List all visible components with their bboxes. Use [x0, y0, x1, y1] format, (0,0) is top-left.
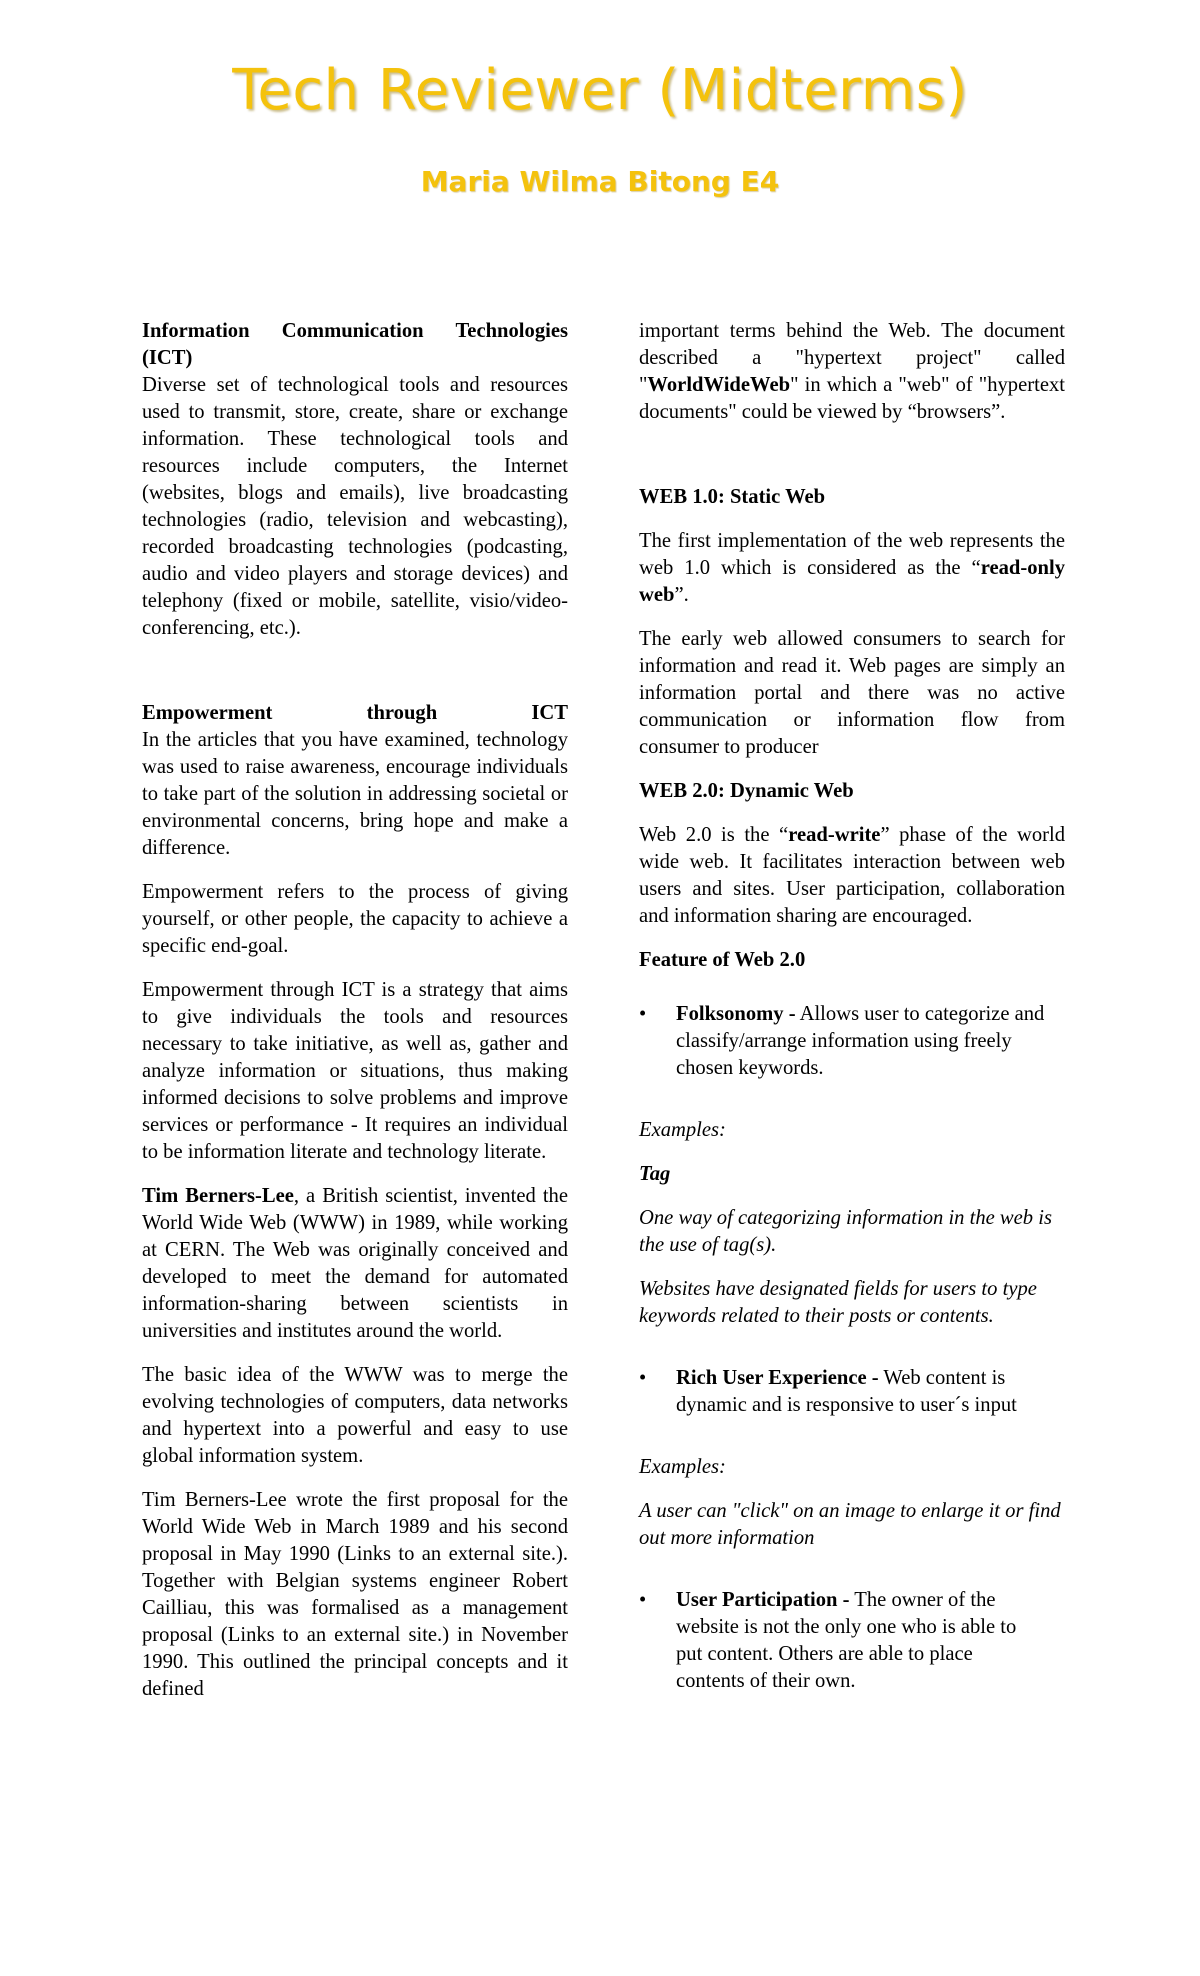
web1-heading: WEB 1.0: Static Web — [639, 486, 826, 508]
read-only-term: read-only web — [639, 557, 1065, 606]
read-write-term: read-write — [788, 824, 881, 846]
web2-heading: WEB 2.0: Dynamic Web — [639, 780, 854, 802]
berners-lee-name: Tim Berners-Lee — [142, 1185, 294, 1207]
bullet-icon: • — [639, 1589, 647, 1611]
folksonomy-term: Folksonomy - — [676, 1003, 796, 1025]
bullet-icon: • — [639, 1367, 647, 1389]
continuation-paragraph — [639, 318, 1065, 426]
ict-heading: Information Communication Technologies (ICT) — [142, 320, 568, 369]
examples-label: Examples: — [639, 1456, 726, 1478]
folksonomy-desc: Allows user to categorize and classify/arrange information using freely chosen keywords. — [676, 1003, 1045, 1079]
web1-text-a: The first implementation of the web represents the web 1.0 which is considered as the “ — [639, 530, 1065, 579]
feature-list-participation — [639, 1587, 1065, 1695]
tag-heading: Tag — [639, 1163, 671, 1185]
rich-example-paragraph: A user can "click" on an image to enlarge it or find out more information — [639, 1500, 1061, 1549]
right-column — [639, 318, 1065, 1712]
empowerment-strategy: Empowerment through ICT is a strategy that aims to give individuals the tools and resources necessary to take initiative, as well as, gather and analyze information or situations, thus making informed decisions to solve problems and improve services or performance - It requires an individual to be information literate and technology literate. — [142, 979, 568, 1163]
feature-list-rich — [639, 1365, 1065, 1419]
web2-text-a: Web 2.0 is the “ — [639, 824, 789, 846]
www-idea-paragraph: The basic idea of the WWW was to merge the evolving technologies of computers, data networks and hypertext into a powerful and easy to use global information system. — [142, 1364, 568, 1467]
rich-experience-desc: Web content is dynamic and is responsive to user´s input — [676, 1367, 1017, 1416]
web1-paragraph-2: The early web allowed consumers to search for information and read it. Web pages are simply an information portal and there was no active communication or information flow from consumer to producer — [639, 628, 1065, 758]
proposal-paragraph: Tim Berners-Lee wrote the first proposal for the World Wide Web in March 1989 and his second proposal in May 1990 (Links to an external site.). Together with Belgian systems engineer Robert Cailliau, this was formalised as a management proposal (Links to an external site.) in November 1990. This outlined the principal concepts and it defined — [142, 1489, 568, 1700]
author-subtitle: Maria Wilma Bitong E4 — [420, 165, 780, 198]
rich-experience-term: Rich User Experience - — [676, 1367, 879, 1389]
worldwideweb-term: WorldWideWeb — [647, 374, 791, 396]
web1-paragraph — [639, 528, 1065, 609]
list-item — [639, 1365, 1065, 1419]
tag-paragraph-2: Websites have designated fields for users to type keywords related to their posts or contents. — [639, 1278, 1037, 1327]
user-participation-desc: The owner of the website is not the only one who is able to put content. Others are able to place contents of their own. — [676, 1589, 1017, 1692]
web2-text-b: ” phase of the world wide web. It facilitates interaction between web users and sites. User participation, collaboration and information sharing are encouraged. — [639, 824, 1065, 927]
empowerment-heading: Empowerment through ICT — [142, 702, 568, 724]
list-item — [639, 1001, 1065, 1082]
list-item — [639, 1587, 1065, 1695]
left-column — [142, 318, 568, 1720]
feature-list-folksonomy — [639, 1001, 1065, 1082]
bullet-icon: • — [639, 1003, 647, 1025]
examples-label: Examples: — [639, 1119, 726, 1141]
page-title: Tech Reviewer (Midterms) — [232, 58, 968, 123]
empowerment-paragraph: In the articles that you have examined, technology was used to raise awareness, encourage individuals to take part of the solution in addressing societal or environmental concerns, bring hope and make a difference. — [142, 729, 568, 859]
web2-paragraph — [639, 822, 1065, 930]
web1-text-b: ”. — [674, 584, 689, 606]
features-heading: Feature of Web 2.0 — [639, 949, 806, 971]
ict-paragraph: Diverse set of technological tools and resources used to transmit, store, create, share or exchange information. These technological tools and resources include computers, the Internet (websites, blogs and emails), live broadcasting technologies (radio, television and webcasting), recorded broadcasting technologies (podcasting, audio and video players and storage devices) and telephony (fixed or mobile, satellite, visio/video-conferencing, etc.). — [142, 374, 568, 639]
berners-lee-paragraph — [142, 1183, 568, 1345]
tag-paragraph: One way of categorizing information in the web is the use of tag(s). — [639, 1207, 1052, 1256]
berners-lee-text: , a British scientist, invented the World Wide Web (WWW) in 1989, while working at CERN. The Web was originally conceived and developed to meet the demand for automated information-sharing between scientists in universities and institutes around the world. — [142, 1185, 568, 1342]
continuation-text-a: important terms behind the Web. The document described a "hypertext project" called " — [639, 320, 1065, 396]
user-participation-term: User Participation - — [676, 1589, 850, 1611]
continuation-text-b: " in which a "web" of "hypertext documents" could be viewed by “browsers”. — [639, 374, 1065, 423]
empowerment-definition: Empowerment refers to the process of giving yourself, or other people, the capacity to achieve a specific end-goal. — [142, 881, 568, 957]
